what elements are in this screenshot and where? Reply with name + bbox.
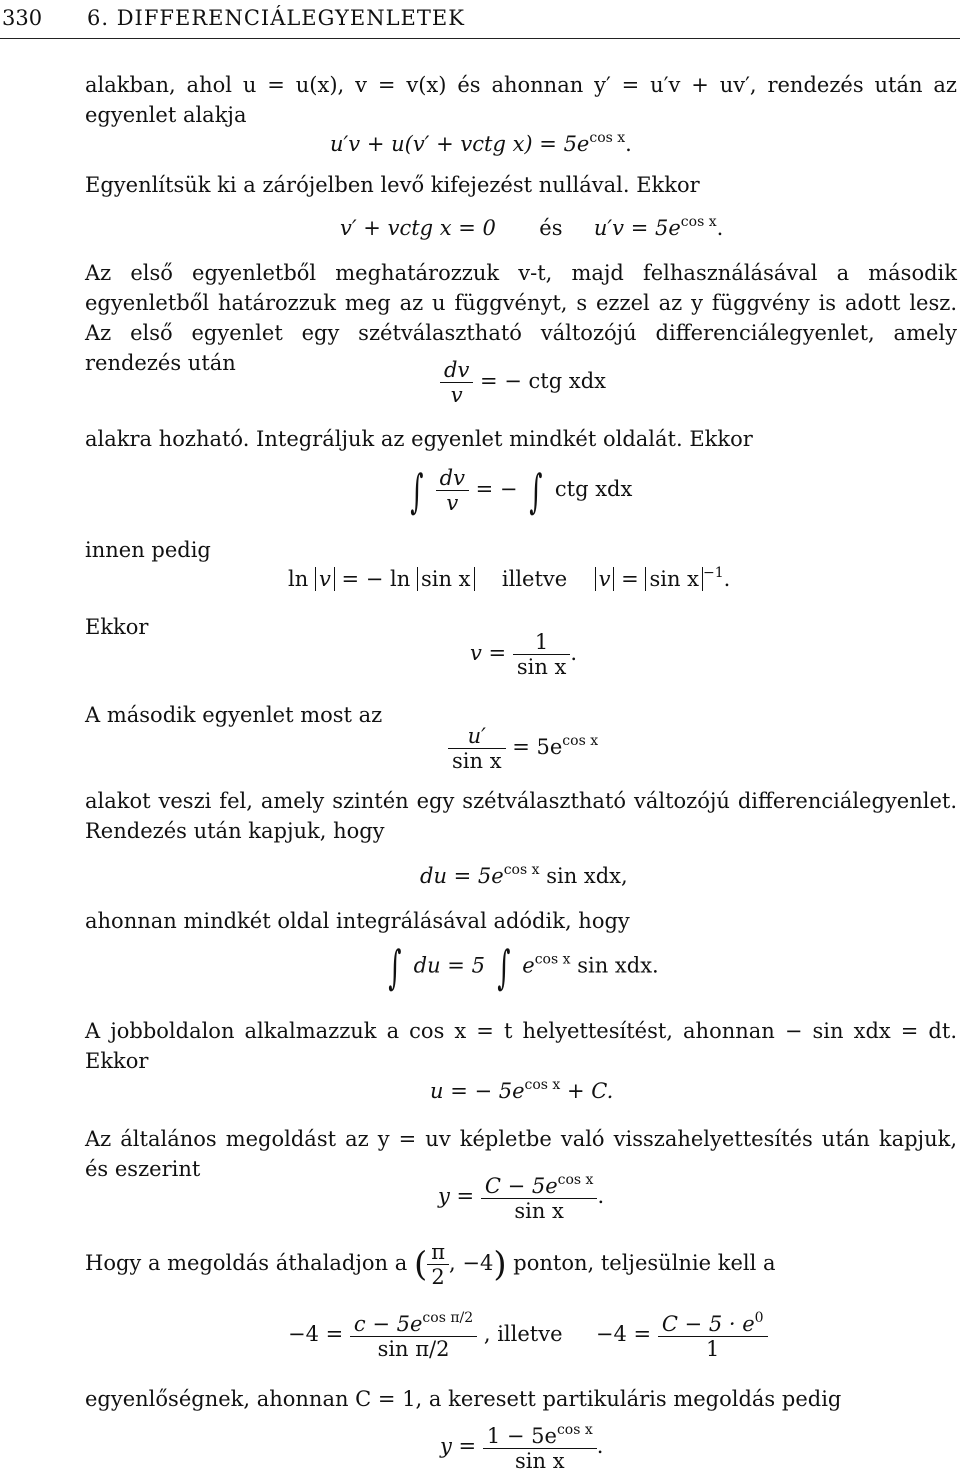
paragraph-12: Hogy a megoldás áthaladjon a ( $\frac{\pi}{2}$ , −4) ponton, teljesülnie kell a: [85, 1240, 776, 1289]
paragraph-3: Az első egyenletből meghatározzuk v-t, majd felhasználásával a második egyenletből határozzuk meg az u függvényt, s ezzel az y függvény is adott lesz. Az első egyenlet egy szétválasztható változójú differenciálegyenlet, amely rendezés után: [85, 261, 957, 375]
equation-11: y = $\frac{C - 5e^{cos x}}{\text{sin x}}$ .: [438, 1172, 605, 1223]
equation-7: $\frac{u'}{\text{sin x}}$ = $5e^{cos x}$: [448, 724, 598, 773]
equation-12: −4 = $\frac{c - 5e^{cos \pi/2}}{\text{sin π/2}}$ , illetve −4 = $\frac{C - 5 \cdot e^0}{1}$: [288, 1310, 768, 1361]
header-rule: [0, 38, 960, 39]
paragraph-10: A jobboldalon alkalmazzuk a cos x = t helyettesítést, ahonnan − sin xdx = dt. Ekkor: [85, 1019, 957, 1073]
equation-1: u′v + u(v′ + vctg $x) = 5e^{cos x}$.: [330, 130, 632, 156]
paragraph-9: ahonnan mindkét oldal integrálásával adódik, hogy: [85, 909, 630, 933]
equation-4: ∫ $\frac{dv}{v}$ = − ∫ ctg xdx: [410, 463, 633, 518]
paragraph-6: Ekkor: [85, 615, 149, 639]
equation-3: $\frac{dv}{v}$ = − ctg xdx: [440, 358, 606, 407]
paragraph-8: alakot veszi fel, amely szintén egy szétválasztható változójú differenciálegyenlet. Rendezés után kapjuk, hogy: [85, 789, 957, 843]
paragraph-4: alakra hozható. Integráljuk az egyenlet mindkét oldalát. Ekkor: [85, 427, 753, 451]
integral-sign: ∫: [529, 463, 543, 518]
paragraph-5: innen pedig: [85, 538, 211, 562]
equation-10: u = − $5e^{cos x} + C$.: [430, 1077, 614, 1103]
chapter-title: 6. DIFFERENCIÁLEGYENLETEK: [87, 6, 465, 30]
paragraph-1: alakban, ahol u = u(x), v = v(x) és ahonnan y′ = u′v + uv′, rendezés után az egyenlet alakja: [85, 73, 957, 127]
equation-13: y = $\frac{1 - 5e^{cos x}}{\text{sin x}}$ .: [440, 1422, 604, 1473]
equation-2: v′ + vctg x = 0 és $u'v = 5e^{cos x}$.: [340, 214, 724, 240]
paragraph-7: A második egyenlet most az: [85, 703, 383, 727]
integral-sign: ∫: [410, 463, 424, 518]
fraction-dv-v: $\frac{dv}{v}$: [440, 358, 473, 407]
integral-sign: ∫: [388, 940, 402, 994]
running-header: [2, 6, 956, 36]
equation-9: ∫ du = 5 ∫ $e^{cos x}$ sin xdx.: [388, 940, 659, 994]
equation-6: v = $\frac{1}{\text{sin x}}$ .: [470, 630, 578, 679]
equation-5: ln v = − ln sin x illetve v = sin x $^{-1}$.: [288, 565, 731, 591]
equation-8: du = $5e^{cos x}$ sin xdx,: [420, 862, 628, 888]
integral-sign: ∫: [497, 940, 511, 994]
paragraph-11: Az általános megoldást az y = uv képletbe való visszahelyettesítés után kapjuk, és eszerint: [85, 1127, 957, 1181]
paragraph-2: Egyenlítsük ki a zárójelben levő kifejezést nullával. Ekkor: [85, 173, 700, 197]
page-number: 330: [2, 6, 43, 30]
paragraph-13: egyenlőségnek, ahonnan C = 1, a keresett partikuláris megoldás pedig: [85, 1387, 842, 1411]
